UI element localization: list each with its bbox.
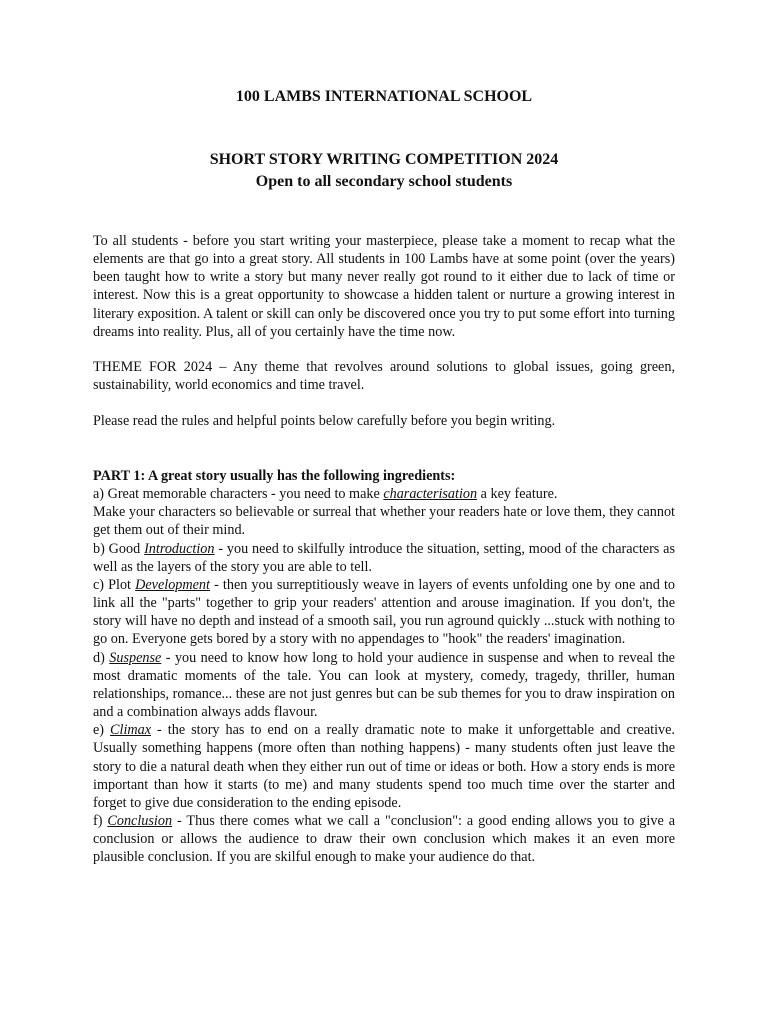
ingredient-a [93,485,675,503]
theme-paragraph: THEME FOR 2024 – Any theme that revolves around solutions to global issues, going green, sustainability, world economics and time travel. [93,359,675,394]
eligibility-subtitle: Open to all secondary school students [255,173,513,190]
ingredient-c-term: Development [135,576,210,593]
document-page [93,0,675,1024]
ingredient-a-term: characterisation [383,486,478,503]
ingredient-a-prefix: a) Great memorable characters - you need to make [93,486,384,503]
ingredient-c-prefix: c) Plot [93,576,136,593]
ingredient-b [93,540,675,576]
ingredient-d-prefix: d) [93,649,110,666]
ingredient-d-term: Suspense [109,649,162,666]
ingredient-e-prefix: e) [93,722,111,739]
ingredient-b-term: Introduction [144,540,215,557]
ingredient-e-term: Climax [110,722,152,739]
ingredient-a-extra: Make your characters so believable or surreal that whether your readers hate or love them, they cannot get them out of their mind. [93,504,675,539]
ingredient-f-suffix: - Thus there comes what we call a "conclusion": a good ending allows you to give a conclusion or allows the audience to draw their own conclusion which makes it an even more plausible conclusion. If you are skilful enough to make your audience do that. [93,812,675,866]
school-name: 100 LAMBS INTERNATIONAL SCHOOL [235,88,533,105]
part1-title: PART 1: A great story usually has the following ingredients: [93,468,456,484]
competition-title: SHORT STORY WRITING COMPETITION 2024 [209,151,559,168]
ingredient-f-prefix: f) [93,812,108,829]
ingredient-c-suffix: - then you surreptitiously weave in layers of events unfolding one by one and to link all the "parts" together to grip your readers' attention and arouse imagination. If you don't, the story will have no depth and instead of a smooth sail, you run aground quickly ...stuck with nothing to go on. Everyone gets bored by a story with no appendages to "hook" the readers' imagination. [93,576,676,648]
ingredient-d-suffix: - you need to know how long to hold your audience in suspense and when to reveal the most dramatic moments of the tale. You can look at mystery, comedy, tragedy, thriller, human relationships, romance... these are not just genres but can be sub themes for you to draw inspiration on and a combination always adds flavour. [93,649,675,721]
ingredient-e [93,721,675,812]
part1-section [93,467,675,866]
ingredient-b-prefix: b) Good [93,540,145,557]
intro-paragraph: To all students - before you start writing your masterpiece, please take a moment to recap what the elements are that go into a great story. All students in 100 Lambs have at some point (over the years) been taught how to write a story but many never really got round to it either due to lack of time or interest. Now this is a great opportunity to showcase a hidden talent or nurture a growing interest in literary exposition. A talent or skill can only be discovered once you try to put some effort into turning dreams into reality. Plus, all of you certainly have the time now. [93,233,675,340]
ingredient-f [93,812,675,866]
ingredient-a-suffix: a key feature. [477,486,558,503]
ingredient-c [93,576,675,649]
read-rules-paragraph: Please read the rules and helpful points below carefully before you begin writing. [93,413,556,429]
ingredient-d [93,649,675,722]
ingredient-e-suffix: - the story has to end on a really dramatic note to make it unforgettable and creative. Usually something happens (more often than nothing happens) - many students often just leave the story to die a natural death when they either run out of time or ideas or both. How a story ends is more important than how it starts (to me) and many students spend too much time over the starter and forget to give due consideration to the ending episode. [93,722,675,811]
ingredient-f-term: Conclusion [107,812,173,829]
ingredient-b-suffix: - you need to skilfully introduce the situation, setting, mood of the characters as well as the layers of the story you are able to tell. [93,540,675,575]
